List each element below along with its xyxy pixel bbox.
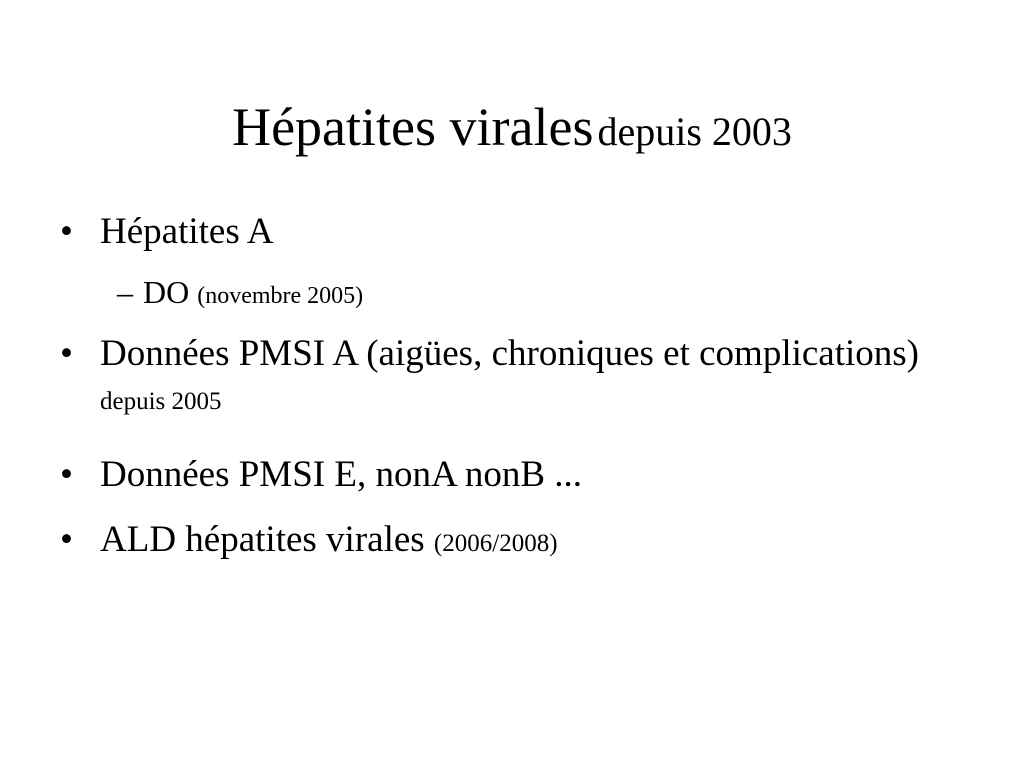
bullet-main-text: ALD hépatites virales xyxy=(100,519,425,560)
bullet-item-pmsi-a xyxy=(60,332,960,421)
bullet-mark: • xyxy=(60,211,73,252)
bullet-small-text: depuis 2005 xyxy=(100,388,222,416)
bullet-main-text: Hépatites A xyxy=(100,211,274,252)
sub-mark: – xyxy=(117,274,133,310)
bullet-mark: • xyxy=(60,519,73,560)
sub-small-text: (novembre 2005) xyxy=(197,283,364,309)
title-main: Hépatites virales xyxy=(232,97,594,157)
bullet-main-text: Données PMSI E, nonA nonB ... xyxy=(100,454,583,495)
bullet-mark: • xyxy=(60,333,73,374)
bullet-small-text: (2006/2008) xyxy=(433,530,558,557)
sub-item-do xyxy=(117,273,363,311)
bullet-mark: • xyxy=(60,454,73,495)
bullet-text xyxy=(100,453,960,497)
slide-title xyxy=(0,97,1024,157)
title-subtitle: depuis 2003 xyxy=(597,109,792,154)
bullet-text xyxy=(100,518,960,562)
bullet-text xyxy=(100,210,960,254)
sub-main-text: DO xyxy=(143,274,190,310)
bullet-item-hepatites-a xyxy=(60,210,960,254)
bullet-item-pmsi-e xyxy=(60,453,960,497)
bullet-item-ald xyxy=(60,518,960,562)
bullet-text xyxy=(100,332,960,421)
bullet-main-text: Données PMSI A (aigües, chroniques et complications) xyxy=(100,333,920,374)
